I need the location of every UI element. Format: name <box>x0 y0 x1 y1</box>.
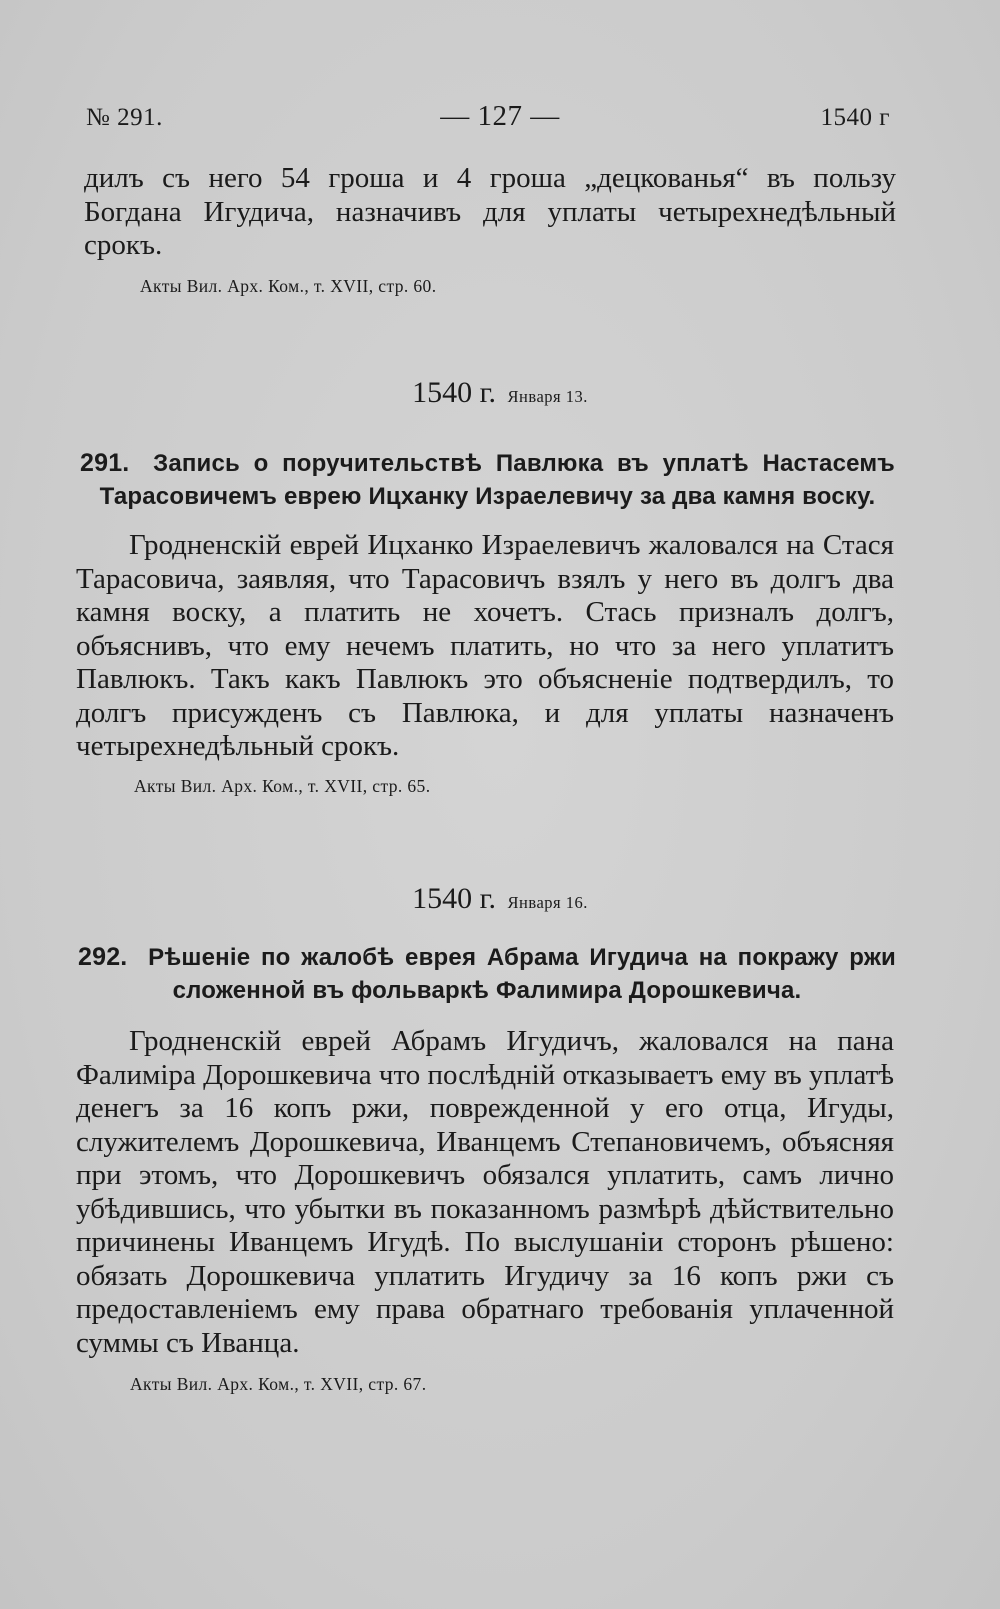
entry-heading <box>80 447 895 513</box>
date-day: Января 16. <box>507 893 588 912</box>
entry-body: Гродненскій еврей Абрамъ Игудичъ, жаловался на пана Фалиміра Дорошкевича что послѣдній отказываетъ ему въ уплатѣ денегъ за 16 копъ ржи, поврежденной у его отца, Игуды, служителемъ Дорошкевича, Иванцемъ Степановичемъ, объясняя при этомъ, что Дорошкевичъ обязался уплатить, самъ лично убѣдившись, что убытки въ показанномъ размѣрѣ дѣйствительно причинены Иванцемъ Игудѣ. По выслушаніи сторонъ рѣшено: обязать Дорошкевича уплатить Игудичу за 16 копъ ржи съ предоставленіемъ ему права обратнаго требованія уплаченной суммы съ Иванца. <box>76 1025 894 1359</box>
entry-number: 291. <box>80 449 130 477</box>
page-number: — 127 — <box>440 100 560 132</box>
entry-number-header: № 291. <box>86 104 163 131</box>
entry-body: Гродненскій еврей Ицханко Израелевичъ жаловался на Стася Тарасовича, заявляя, что Тарасовичъ взялъ у него въ долгъ два камня воску, а платить не хочетъ. Стась призналъ долгъ, объяснивъ, что ему нечемъ платить, но что за него уплатитъ Павлюкъ. Такъ какъ Павлюкъ это объясненіе подтвердилъ, то долгъ присужденъ съ Павлюка, и для уплаты назначенъ четырехнедѣльный срокъ. <box>76 529 894 762</box>
source-citation: Акты Вил. Арх. Ком., т. XVII, стр. 67. <box>130 1374 427 1394</box>
entry-date <box>0 376 1000 410</box>
source-citation: Акты Вил. Арх. Ком., т. XVII, стр. 60. <box>140 276 437 296</box>
entry-number: 292. <box>78 943 128 971</box>
date-day: Января 13. <box>507 387 588 406</box>
continued-paragraph: дилъ съ него 54 гроша и 4 гроша „децкованья“ въ пользу Богдана Игудича, назначивъ для уплаты четырехнедѣльный срокъ. <box>84 162 896 261</box>
date-year: 1540 г. <box>412 882 497 915</box>
entry-date <box>0 882 1000 916</box>
date-year: 1540 г. <box>412 376 497 409</box>
entry-title: Рѣшеніе по жалобѣ еврея Абрама Игудича на покражу ржи сложенной въ фольваркѣ Фалимира Дорошкевича. <box>148 944 896 1004</box>
year-header: 1540 г <box>820 104 890 131</box>
entry-title: Запись о поручительствѣ Павлюка въ уплатѣ Настасемъ Тарасовичемъ еврею Ицханку Израелевичу за два камня воску. <box>99 450 896 510</box>
source-citation: Акты Вил. Арх. Ком., т. XVII, стр. 65. <box>134 776 431 796</box>
entry-heading <box>78 941 896 1007</box>
